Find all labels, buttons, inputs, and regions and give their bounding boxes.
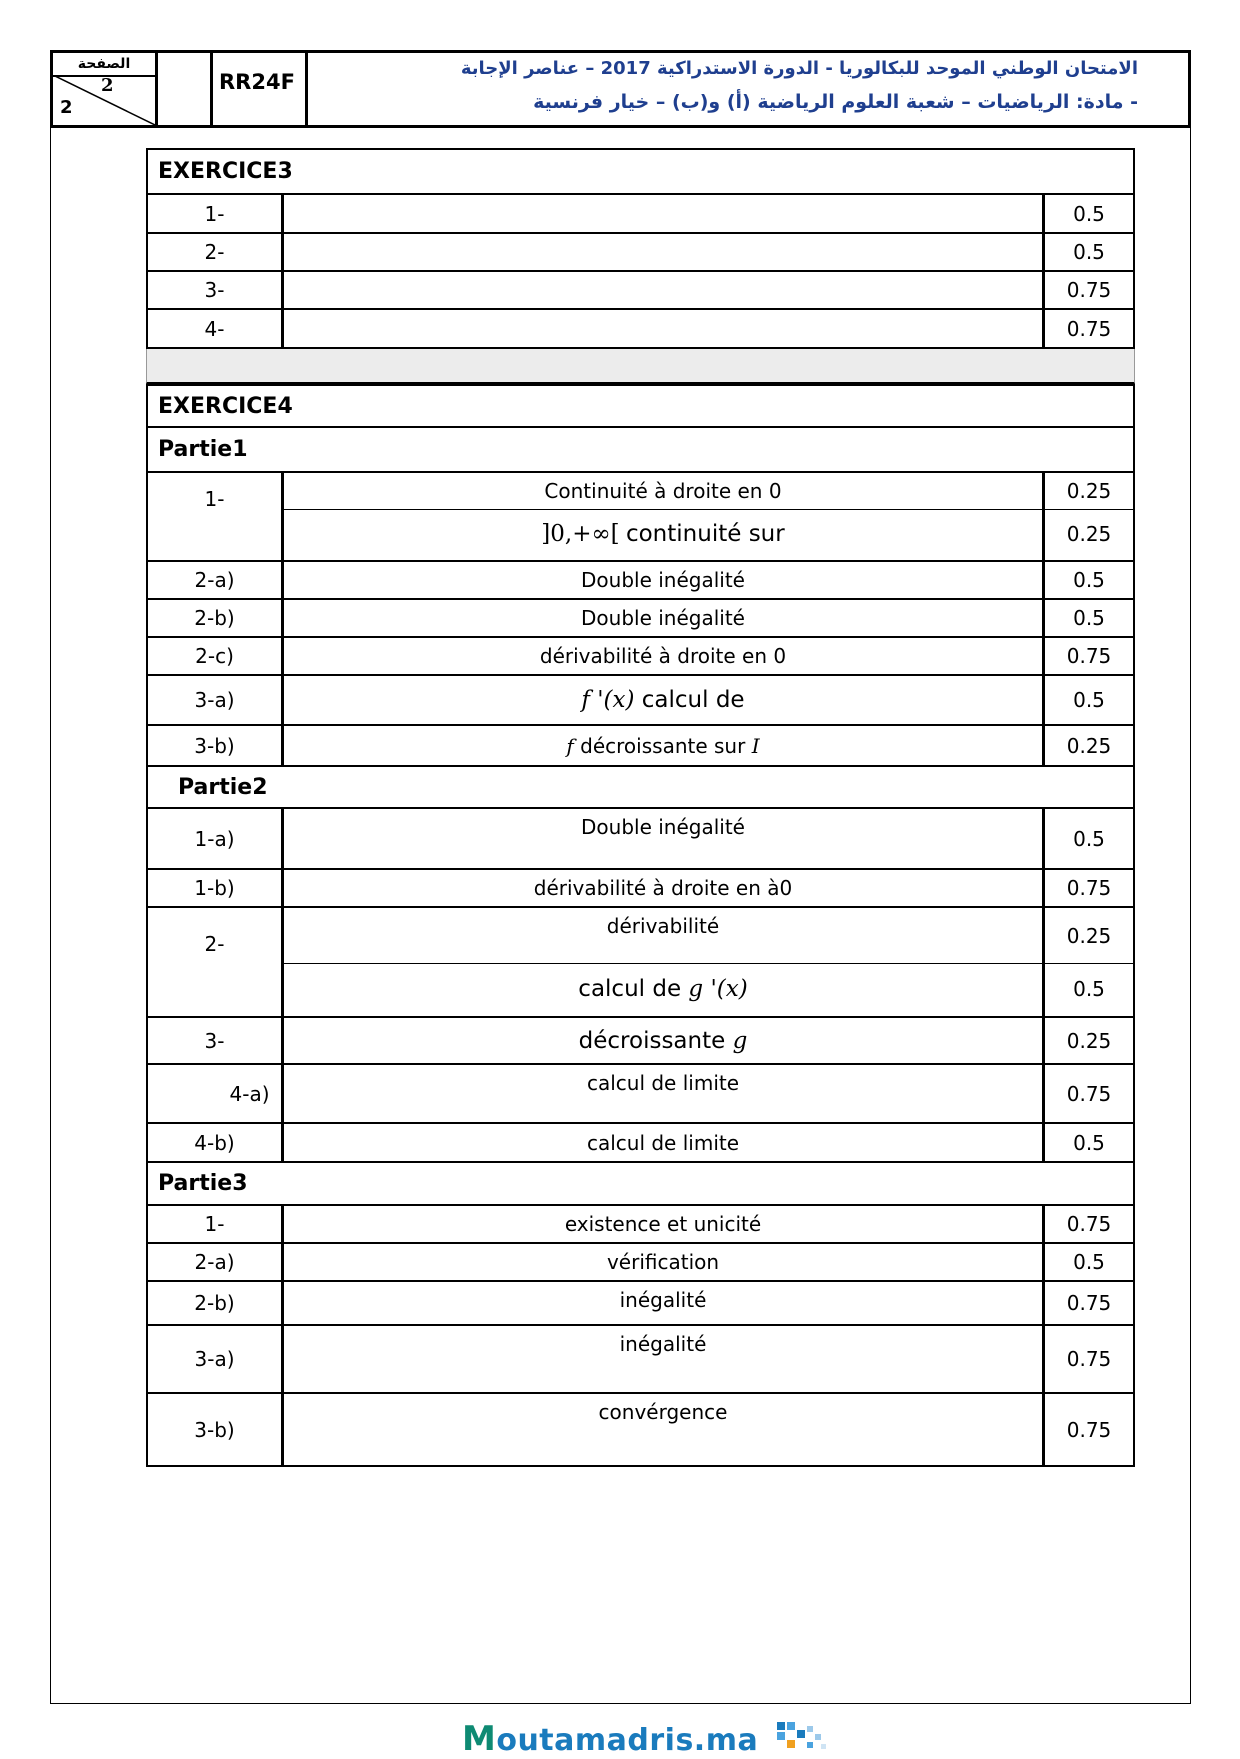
points: 0.25 bbox=[1045, 908, 1133, 964]
exercise-4-title: EXERCICE4 bbox=[158, 393, 293, 419]
criterion: dérivabilité bbox=[284, 908, 1042, 964]
criterion: Continuité à droite en 0 bbox=[284, 473, 1042, 510]
page-number-box bbox=[53, 53, 158, 125]
points-group bbox=[1045, 908, 1133, 1016]
section-title-ex4 bbox=[146, 384, 1135, 428]
criterion-text: calcul de bbox=[641, 687, 745, 713]
part-2-label: Partie2 bbox=[178, 774, 268, 800]
points: 0.75 bbox=[1066, 1081, 1112, 1106]
site-logo[interactable] bbox=[462, 1718, 831, 1759]
table-row bbox=[146, 1018, 1135, 1065]
points-group bbox=[1045, 473, 1133, 560]
criterion: Double inégalité bbox=[281, 809, 1045, 868]
criterion-text: continuité sur bbox=[625, 521, 785, 547]
question-number: 3- bbox=[204, 1028, 225, 1053]
table-row bbox=[146, 310, 1135, 349]
criterion-text: calcul de bbox=[578, 976, 682, 1002]
question-number: 4-b) bbox=[194, 1130, 235, 1155]
criterion: dérivabilité à droite en 0 bbox=[281, 638, 1045, 674]
question-number: 4- bbox=[204, 316, 225, 341]
points: 0.75 bbox=[1066, 644, 1112, 668]
table-row bbox=[146, 562, 1135, 600]
logo-text: outamadris.ma bbox=[496, 1723, 759, 1758]
criterion-text: décroissante bbox=[578, 1027, 726, 1054]
question-number: 3-b) bbox=[194, 733, 235, 758]
question-number: 2-c) bbox=[195, 644, 234, 668]
points: 0.75 bbox=[1066, 1417, 1112, 1442]
table-row bbox=[146, 809, 1135, 870]
criterion bbox=[281, 310, 1045, 347]
table-row bbox=[146, 195, 1135, 234]
criterion bbox=[281, 272, 1045, 308]
header-line-1: الامتحان الوطني الموحد للبكالوريا - الدورة الاستدراكية 2017 – عناصر الإجابة bbox=[460, 58, 1138, 79]
page-number: 2 bbox=[101, 75, 114, 96]
question-number: 2- bbox=[204, 932, 225, 956]
points: 0.5 bbox=[1073, 977, 1105, 1001]
page-label: الصفحة bbox=[53, 53, 155, 77]
criterion: existence et unicité bbox=[281, 1206, 1045, 1242]
points: 0.25 bbox=[1066, 733, 1112, 758]
part-1-title bbox=[146, 428, 1135, 473]
points: 0.5 bbox=[1073, 1250, 1105, 1274]
table-row bbox=[146, 1206, 1135, 1244]
grading-table bbox=[146, 148, 1135, 1467]
interval: ]0,+∞[ bbox=[541, 521, 620, 547]
part-2-title bbox=[146, 767, 1135, 809]
criterion-group bbox=[281, 473, 1045, 560]
header-spacer bbox=[158, 53, 213, 125]
header-title bbox=[308, 53, 1138, 125]
table-row bbox=[146, 1124, 1135, 1163]
table-row bbox=[146, 726, 1135, 767]
criterion: dérivabilité à droite en à0 bbox=[281, 870, 1045, 906]
criterion bbox=[284, 964, 1042, 1014]
table-row bbox=[146, 1394, 1135, 1467]
points: 0.5 bbox=[1073, 568, 1105, 592]
table-row bbox=[146, 1326, 1135, 1394]
criterion: calcul de limite bbox=[281, 1124, 1045, 1161]
table-row bbox=[146, 1282, 1135, 1326]
points: 0.5 bbox=[1073, 606, 1105, 630]
criterion bbox=[281, 676, 1045, 724]
part-3-title bbox=[146, 1163, 1135, 1206]
logo-pixel-icon bbox=[769, 1718, 831, 1758]
table-row bbox=[146, 234, 1135, 272]
math-i: I bbox=[751, 733, 760, 758]
question-number: 2-a) bbox=[194, 1250, 235, 1274]
criterion-text: décroissante sur bbox=[580, 733, 746, 758]
question-number: 2-b) bbox=[194, 606, 235, 630]
table-row bbox=[146, 1065, 1135, 1124]
math-g: g bbox=[732, 1027, 748, 1054]
question-number: 4-a) bbox=[229, 1081, 270, 1106]
points: 0.75 bbox=[1066, 876, 1112, 900]
spacer-row bbox=[146, 349, 1135, 384]
question-number: 2-a) bbox=[194, 568, 235, 592]
question-number: 3-b) bbox=[194, 1417, 235, 1442]
table-row bbox=[146, 870, 1135, 908]
table-row bbox=[146, 638, 1135, 676]
table-row bbox=[146, 1244, 1135, 1282]
question-number: 3-a) bbox=[194, 1347, 235, 1371]
table-row bbox=[146, 676, 1135, 726]
part-1-label: Partie1 bbox=[158, 437, 248, 462]
points: 0.75 bbox=[1066, 316, 1112, 341]
criterion: Double inégalité bbox=[281, 562, 1045, 598]
question-number: 2-b) bbox=[194, 1291, 235, 1315]
points: 0.5 bbox=[1073, 240, 1105, 264]
points: 0.5 bbox=[1073, 1130, 1105, 1155]
criterion bbox=[281, 1018, 1045, 1063]
table-row bbox=[146, 600, 1135, 638]
criterion: vérification bbox=[281, 1244, 1045, 1280]
header-line-2: - مادة: الرياضيات – شعبة العلوم الرياضية (أ) و(ب) – خيار فرنسية bbox=[533, 91, 1138, 113]
points: 0.5 bbox=[1073, 826, 1105, 851]
criterion: Double inégalité bbox=[281, 600, 1045, 636]
points: 0.75 bbox=[1066, 278, 1112, 302]
criterion-group bbox=[281, 908, 1045, 1016]
logo-letter: M bbox=[462, 1719, 497, 1759]
question-number: 3-a) bbox=[194, 688, 235, 712]
points: 0.5 bbox=[1073, 201, 1105, 226]
exam-code: RR24F bbox=[213, 53, 308, 125]
criterion bbox=[281, 234, 1045, 270]
question-number: 1- bbox=[204, 1212, 225, 1236]
points: 0.75 bbox=[1066, 1212, 1112, 1236]
part-3-label: Partie3 bbox=[158, 1171, 248, 1196]
page-total: 2 bbox=[60, 97, 73, 118]
question-number: 1- bbox=[204, 201, 225, 226]
criterion: inégalité bbox=[281, 1326, 1045, 1392]
question-number: 3- bbox=[204, 278, 225, 302]
points: 0.75 bbox=[1066, 1291, 1112, 1315]
points: 0.5 bbox=[1073, 688, 1105, 712]
question-number: 1- bbox=[204, 487, 225, 511]
question-number: 1-a) bbox=[194, 826, 235, 851]
criterion: inégalité bbox=[281, 1282, 1045, 1324]
criterion bbox=[281, 726, 1045, 765]
math-f: f bbox=[566, 733, 574, 758]
table-row bbox=[146, 473, 1135, 562]
table-row bbox=[146, 272, 1135, 310]
exercise-3-title: EXERCICE3 bbox=[158, 159, 293, 184]
table-row bbox=[146, 908, 1135, 1018]
criterion: calcul de limite bbox=[281, 1065, 1045, 1122]
criterion: convérgence bbox=[281, 1394, 1045, 1465]
points: 0.25 bbox=[1066, 522, 1112, 546]
criterion bbox=[281, 195, 1045, 232]
question-number: 2- bbox=[204, 240, 225, 264]
section-title-ex3 bbox=[146, 148, 1135, 195]
math-expression: f '(x) bbox=[581, 687, 635, 713]
criterion bbox=[284, 510, 1042, 558]
header bbox=[50, 50, 1191, 128]
points: 0.25 bbox=[1045, 473, 1133, 510]
points: 0.75 bbox=[1066, 1347, 1112, 1371]
points: 0.25 bbox=[1066, 1028, 1112, 1053]
question-number: 1-b) bbox=[194, 876, 235, 900]
math-expression: g '(x) bbox=[688, 976, 748, 1002]
